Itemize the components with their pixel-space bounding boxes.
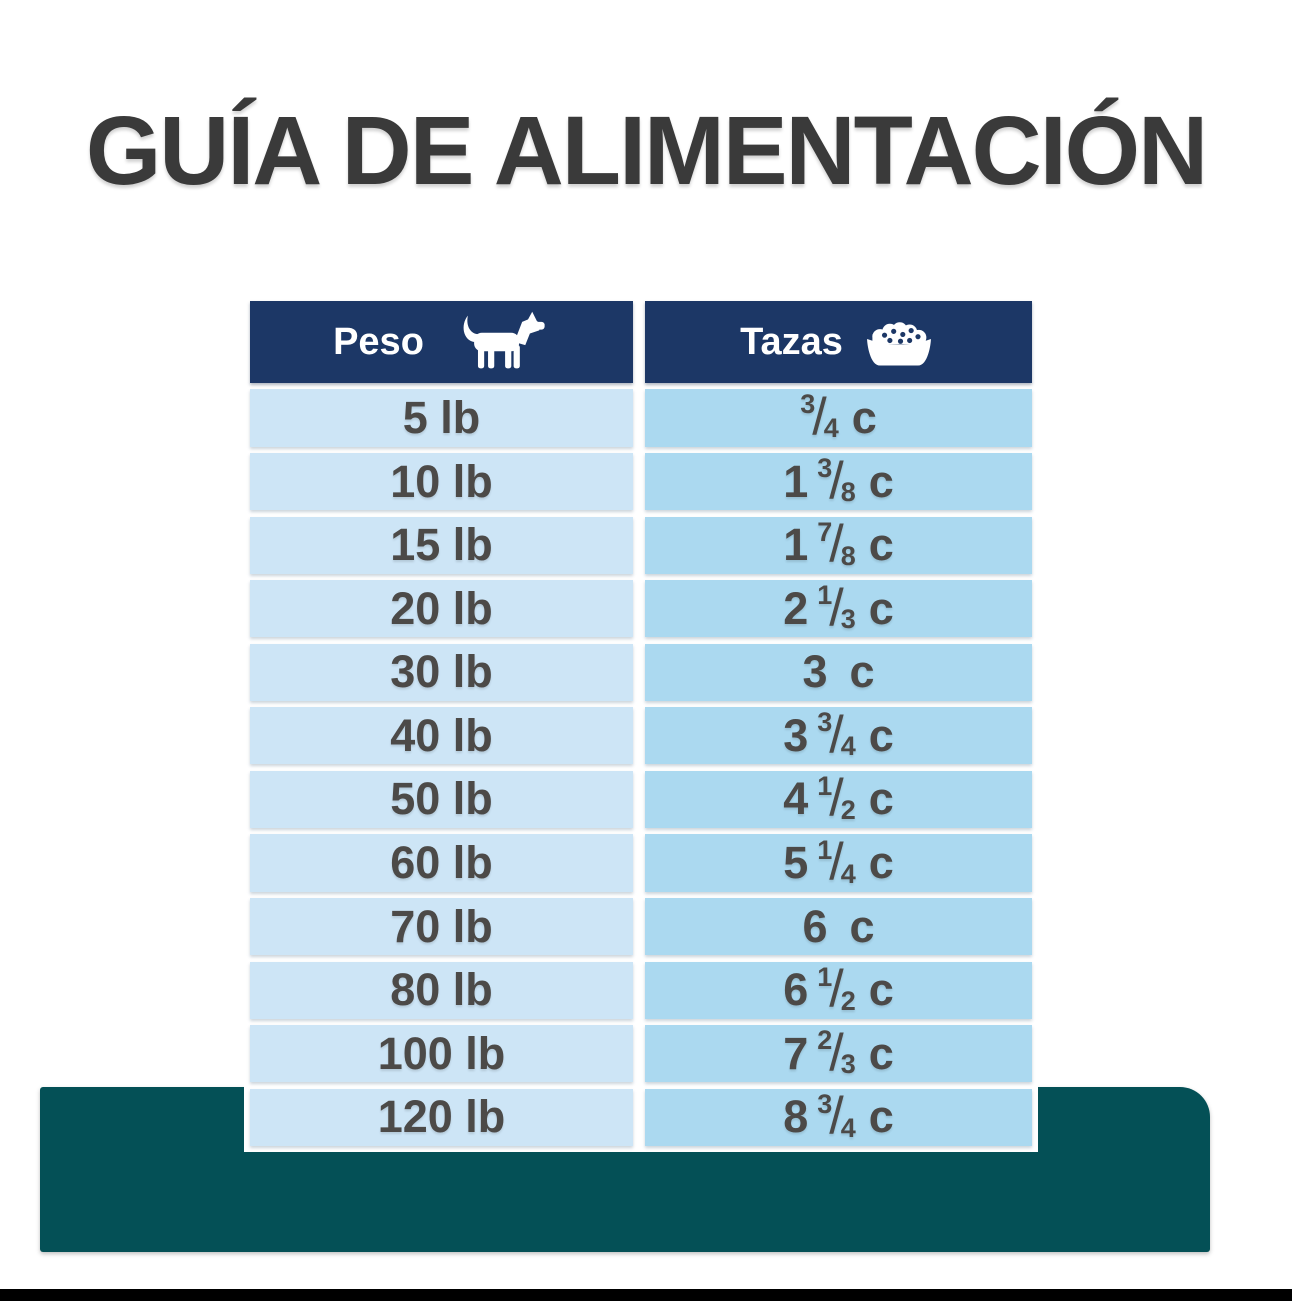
peso-cell: 20 lb	[250, 580, 633, 637]
peso-cell: 70 lb	[250, 898, 633, 955]
tazas-cell: 5 1 / 4 c	[645, 834, 1032, 891]
peso-cell: 50 lb	[250, 771, 633, 828]
tazas-cell: 8 3 / 4 c	[645, 1089, 1032, 1146]
tazas-cell: 4 1 / 2 c	[645, 771, 1032, 828]
fraction: 3 / 8	[817, 451, 856, 510]
peso-header-label: Peso	[333, 320, 424, 363]
peso-cell: 30 lb	[250, 644, 633, 701]
tazas-cell: 3 3 / 4 c	[645, 707, 1032, 764]
dog-icon	[454, 311, 550, 373]
tazas-cell: 1 3 / 8 c	[645, 453, 1032, 510]
peso-cell: 40 lb	[250, 707, 633, 764]
fraction: 1 / 4	[817, 833, 856, 892]
peso-cell: 5 lb	[250, 389, 633, 446]
fraction: 3 / 4	[817, 1087, 856, 1146]
bottom-black-bar	[0, 1289, 1292, 1301]
tazas-cell: 3 c	[645, 644, 1032, 701]
peso-cell: 60 lb	[250, 834, 633, 891]
fraction: 1 / 2	[817, 960, 856, 1019]
table-header-peso	[250, 301, 633, 383]
tazas-cell: 1 7 / 8 c	[645, 517, 1032, 574]
peso-cell: 10 lb	[250, 453, 633, 510]
page-title: GUÍA DE ALIMENTACIÓN	[85, 96, 1207, 205]
tazas-cell: 7 2 / 3 c	[645, 1025, 1032, 1082]
fraction: 3 / 4	[817, 705, 856, 764]
feeding-table	[244, 295, 1038, 1152]
table-header-tazas	[645, 301, 1032, 383]
dog-bowl-icon	[861, 313, 937, 371]
tazas-header-label: Tazas	[740, 320, 843, 363]
peso-cell: 15 lb	[250, 517, 633, 574]
tazas-cell: 6 c	[645, 898, 1032, 955]
fraction: 1 / 3	[817, 578, 856, 637]
fraction: 1 / 2	[817, 769, 856, 828]
tazas-cell: 3 / 4 c	[645, 389, 1032, 446]
peso-cell: 80 lb	[250, 962, 633, 1019]
peso-cell: 100 lb	[250, 1025, 633, 1082]
fraction: 3 / 4	[800, 387, 839, 446]
fraction: 2 / 3	[817, 1023, 856, 1082]
fraction: 7 / 8	[817, 515, 856, 574]
peso-cell: 120 lb	[250, 1089, 633, 1146]
tazas-cell: 2 1 / 3 c	[645, 580, 1032, 637]
tazas-cell: 6 1 / 2 c	[645, 962, 1032, 1019]
